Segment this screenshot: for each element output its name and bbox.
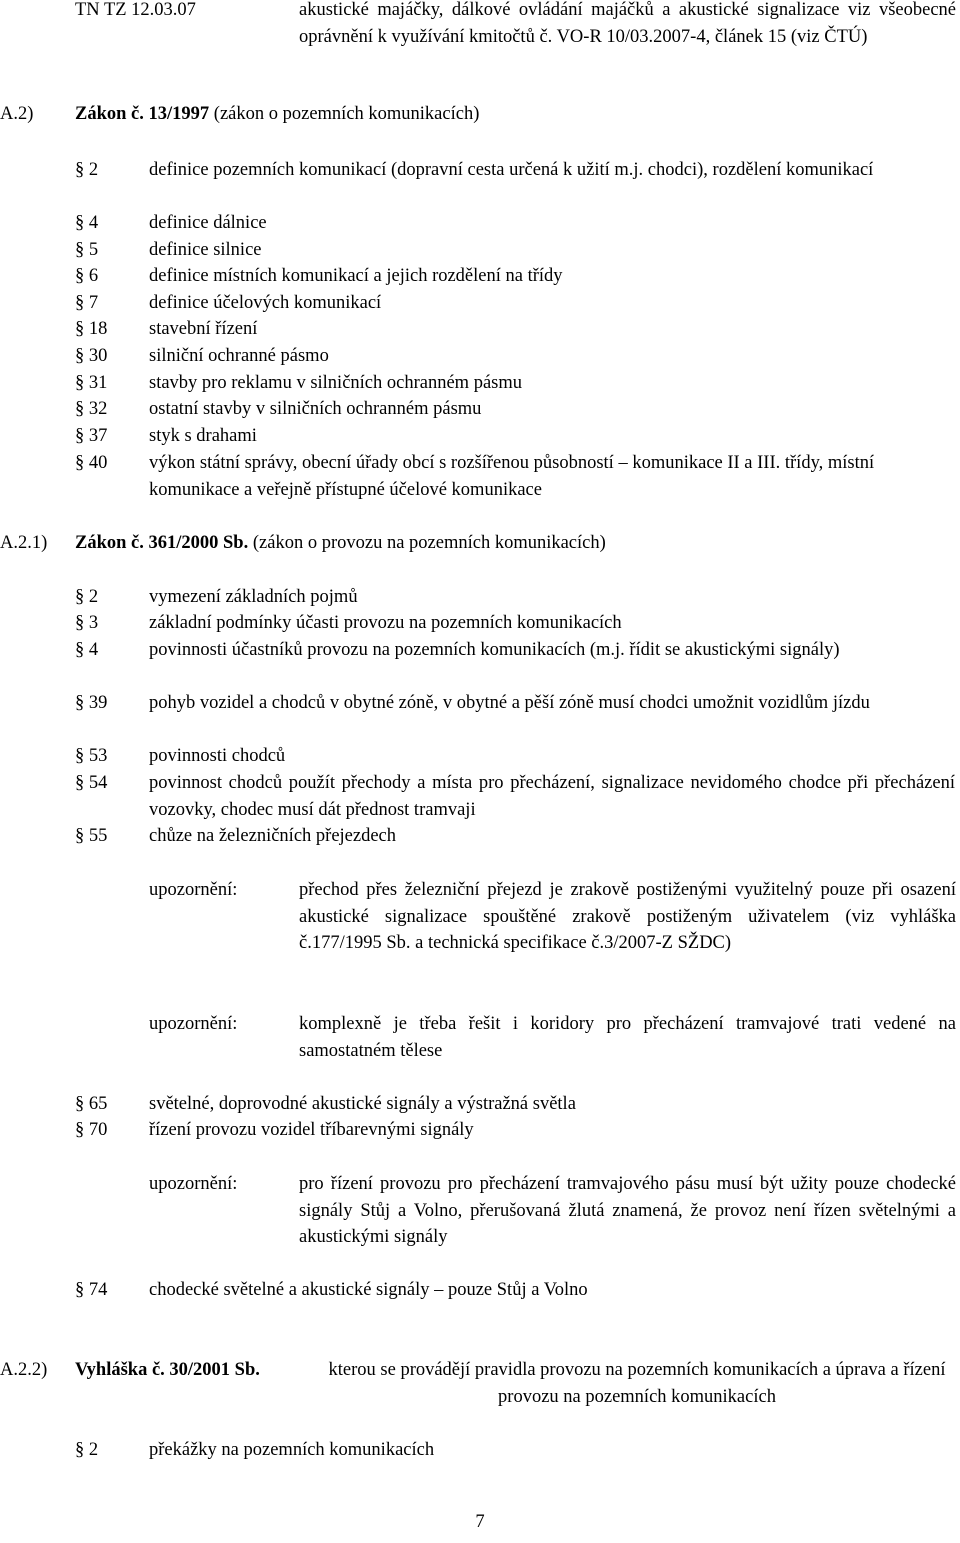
section-heading-a2	[75, 101, 479, 128]
paragraph-text: vymezení základních pojmů	[149, 587, 358, 607]
paragraph-number: § 4	[75, 640, 99, 660]
paragraph-number: § 65	[75, 1094, 108, 1114]
paragraph-text: stavební řízení	[149, 319, 258, 339]
section-label-a2: A.2)	[0, 104, 34, 124]
paragraph-number: § 2	[75, 1440, 99, 1460]
paragraph-number: § 2	[75, 160, 99, 180]
paragraph-number: § 74	[75, 1280, 108, 1300]
paragraph-text: silniční ochranné pásmo	[149, 346, 329, 366]
law-title-a22-text: Vyhláška č. 30/2001 Sb.	[75, 1360, 260, 1380]
note-label: upozornění:	[149, 1014, 238, 1034]
paragraph-text: definice místních komunikací a jejich rozdělení na třídy	[149, 266, 563, 286]
law-title-a22	[75, 1357, 260, 1384]
paragraph-text: chůze na železničních přejezdech	[149, 826, 397, 846]
paragraph-text: světelné, doprovodné akustické signály a výstražná světla	[149, 1094, 576, 1114]
paragraph-text: řízení provozu vozidel tříbarevnými signály	[149, 1120, 474, 1140]
paragraph-text: překážky na pozemních komunikacích	[149, 1440, 435, 1460]
paragraph-text: pohyb vozidel a chodců v obytné zóně, v obytné a pěší zóně musí chodci umožnit vozidlům jízdu	[149, 693, 870, 713]
paragraph-number: § 6	[75, 266, 99, 286]
paragraph-number: § 30	[75, 346, 108, 366]
paragraph-text: definice pozemních komunikací (dopravní cesta určená k užití m.j. chodci), rozdělení komunikací	[149, 160, 874, 180]
paragraph-number: § 54	[75, 773, 108, 793]
paragraph-number: § 32	[75, 399, 108, 419]
paragraph-text: ostatní stavby v silničních ochranném pásmu	[149, 399, 482, 419]
paragraph-text: stavby pro reklamu v silničních ochranném pásmu	[149, 373, 522, 393]
law-title-a2: Zákon č. 13/1997	[75, 104, 210, 124]
paragraph-text: povinnosti účastníků provozu na pozemních komunikacích (m.j. řídit se akustickými signály)	[149, 640, 840, 660]
document-code: TN TZ 12.03.07	[75, 0, 196, 20]
section-label-a21: A.2.1)	[0, 533, 48, 553]
paragraph-number: § 4	[75, 213, 99, 233]
paragraph-text: definice dálnice	[149, 213, 267, 233]
paragraph-text: styk s drahami	[149, 426, 257, 446]
paragraph-text: výkon státní správy, obecní úřady obcí s rozšířenou působností – komunikace II a III. třídy, místní komunikace a veřejně přístupné účelové komunikace	[149, 453, 875, 500]
note-label: upozornění:	[149, 1174, 238, 1194]
paragraph-number: § 70	[75, 1120, 108, 1140]
paragraph-text: povinnost chodců použít přechody a místa pro přecházení, signalizace nevidomého chodce při přecházení vozovky, chodec musí dát přednost tramvaji	[149, 773, 955, 820]
note-label: upozornění:	[149, 880, 238, 900]
note-text: přechod přes železniční přejezd je zrakově postiženými využitelný pouze při osazení akustické signalizace spouštěné zrakově postiženým uživatelem (viz vyhláška č.177/1995 Sb. a technická specifikace č.3/2007-Z SŽDC)	[299, 880, 956, 953]
header-note: akustické majáčky, dálkové ovládání majáčků a akustické signalizace viz všeobecné oprávnění k využívání kmitočtů č. VO-R 10/03.2007-4, článek 15 (viz ČTÚ)	[299, 0, 956, 47]
section-heading-a21	[75, 530, 606, 557]
law-subtitle-a2: (zákon o pozemních komunikacích)	[213, 104, 480, 124]
paragraph-number: § 5	[75, 240, 99, 260]
paragraph-text: definice účelových komunikací	[149, 293, 382, 313]
law-title-a21: Zákon č. 361/2000 Sb.	[75, 533, 249, 553]
paragraph-text: chodecké světelné a akustické signály – pouze Stůj a Volno	[149, 1280, 588, 1300]
paragraph-text: definice silnice	[149, 240, 262, 260]
paragraph-number: § 55	[75, 826, 108, 846]
paragraph-number: § 3	[75, 613, 99, 633]
law-subtitle-a21: (zákon o provozu na pozemních komunikacích)	[252, 533, 606, 553]
paragraph-number: § 31	[75, 373, 108, 393]
paragraph-number: § 18	[75, 319, 108, 339]
paragraph-number: § 53	[75, 746, 108, 766]
paragraph-text: povinnosti chodců	[149, 746, 286, 766]
paragraph-number: § 40	[75, 453, 108, 473]
paragraph-number: § 2	[75, 587, 99, 607]
note-text: pro řízení provozu pro přecházení tramvajového pásu musí být užity pouze chodecké signály Stůj a Volno, přerušovaná žlutá znamená, že provoz není řízen světelnými a akustickými signály	[299, 1174, 956, 1247]
page-number: 7	[475, 1512, 485, 1532]
section-label-a22: A.2.2)	[0, 1360, 48, 1380]
note-text: komplexně je třeba řešit i koridory pro přecházení tramvajové trati vedené na samostatném tělese	[299, 1014, 956, 1061]
paragraph-number: § 7	[75, 293, 99, 313]
paragraph-number: § 39	[75, 693, 108, 713]
paragraph-text: základní podmínky účasti provozu na pozemních komunikacích	[149, 613, 622, 633]
law-subtitle-a22: kterou se provádějí pravidla provozu na pozemních komunikacích a úprava a řízení provozu na pozemních komunikacích	[328, 1360, 946, 1407]
paragraph-number: § 37	[75, 426, 108, 446]
